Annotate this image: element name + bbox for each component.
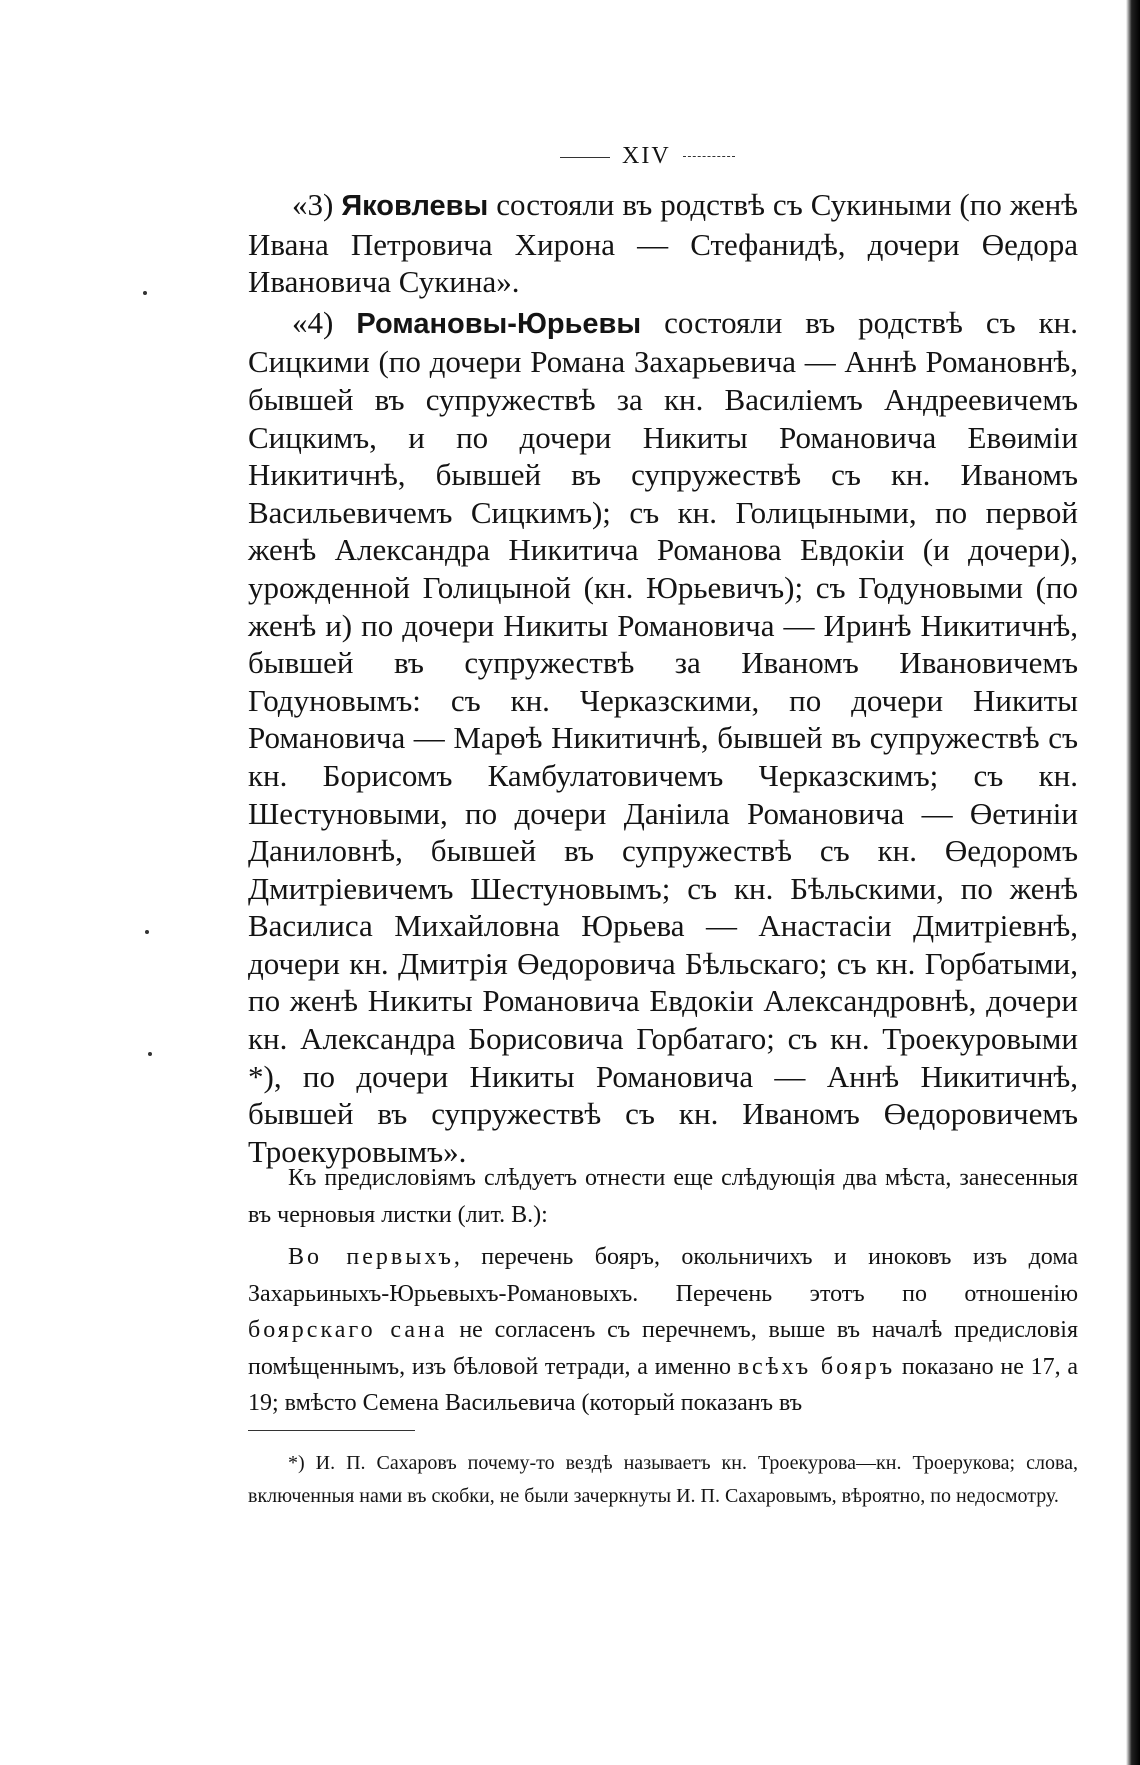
small-paragraph xyxy=(248,1160,1078,1233)
small-paragraph-text: , перечень бояръ, окольничихъ и иноковъ изъ дома Захарьиныхъ-Юрьевыхъ-Романовыхъ. Перечень этотъ по отношенію xyxy=(248,1244,1078,1307)
paragraph-text: состояли въ родствѣ съ кн. Сицкими (по дочери Романа Захарьевича — Аннѣ Романовнѣ, бывшей въ супружествѣ за кн. Василіемъ Андреевичемъ Сицкимъ, и по дочери Никиты Романовича Евөиміи Никитичнѣ, бывшей въ супружествѣ съ кн. Иваномъ Васильевичемъ Сицкимъ); съ кн. Голицыными, по первой женѣ Александра Никитича Романова Евдокіи (и дочери), урожденной Голицыной (кн. Юрьевичъ); съ Годуновыми (по женѣ и) по дочери Никиты Романовича — Иринѣ Никитичнѣ, бывшей въ супружествѣ за Иваномъ Ивановичемъ Годуновымъ: съ кн. Черказскими, по дочери Никиты Романовича — Марөѣ Никитичнѣ, бывшей въ супружествѣ съ кн. Борисомъ Камбулатовичемъ Черказскимъ; съ кн. Шестуновыми, по дочери Даніила Романовича — Өетиніи Даниловнѣ, бывшей въ супружествѣ съ кн. Өедоромъ Дмитріевичемъ Шестуновымъ; съ кн. Бѣльскими, по женѣ Василиса Михайловна Юрьева — Анастасіи Дмитріевнѣ, дочери кн. Дмитрія Өедоровича Бѣльскаго; съ кн. Горбатыми, по женѣ Никиты Романовича Евдокіи Александровнѣ, дочери кн. Александра Борисовича Горбатаго; съ кн. Троекуровыми *), по дочери Никиты Романовича — Аннѣ Никитичнѣ, бывшей въ супружествѣ съ кн. Иваномъ Өедоровичемъ Троекуровымъ». xyxy=(248,304,1079,1169)
page-header xyxy=(560,143,760,170)
small-paragraph xyxy=(248,1239,1078,1422)
scan-speck xyxy=(145,930,149,934)
family-name-bold: Романовы-Юрьевы xyxy=(356,307,642,340)
header-rule-left xyxy=(560,157,610,158)
paragraph-text: состояли въ родствѣ съ Сукиными (по женѣ Ивана Петровича Хирона — Стефанидѣ, дочери Өедора Ивановича Сукина». xyxy=(248,187,1079,300)
small-paragraph-text: не согласенъ съ перечнемъ, выше въ началѣ предисловія помѣщеннымъ, изъ бѣловой тетради, а именно xyxy=(248,1317,1078,1380)
scan-speck xyxy=(143,291,147,295)
small-paragraph-text: показано не 17, а 19; вмѣсто Семена Васильевича (который показанъ въ xyxy=(248,1353,1079,1416)
paragraph-yakovlevy xyxy=(248,186,1078,301)
spaced-text: всѣхъ бояръ xyxy=(737,1353,896,1380)
header-rule-right xyxy=(683,156,735,158)
spaced-text: Во первыхъ xyxy=(288,1244,454,1270)
footnote xyxy=(248,1447,1078,1513)
paragraph-romanovy xyxy=(248,304,1078,1171)
scan-edge xyxy=(1126,0,1140,1765)
scan-speck xyxy=(148,1052,152,1056)
family-name-bold: Яковлевы xyxy=(341,190,489,222)
page-number: XIV xyxy=(622,143,671,169)
main-text xyxy=(248,186,1078,1173)
small-print-text xyxy=(248,1160,1078,1428)
spaced-text: боярскаго сана xyxy=(248,1317,448,1343)
paragraph-lead: «4) xyxy=(292,304,334,340)
small-paragraph-text: Къ предисловіямъ слѣдуетъ отнести еще слѣдующія два мѣста, занесенныя въ черновыя листки (лит. В.): xyxy=(248,1165,1078,1228)
footnote-text: *) И. П. Сахаровъ почему-то вездѣ называетъ кн. Троекурова—кн. Троерукова; слова, включенныя нами въ скобки, не были зачеркнуты И. П. Сахаровымъ, вѣроятно, по недосмотру. xyxy=(248,1452,1078,1507)
footnote-divider xyxy=(248,1430,415,1431)
paragraph-lead: «3) xyxy=(292,187,334,222)
